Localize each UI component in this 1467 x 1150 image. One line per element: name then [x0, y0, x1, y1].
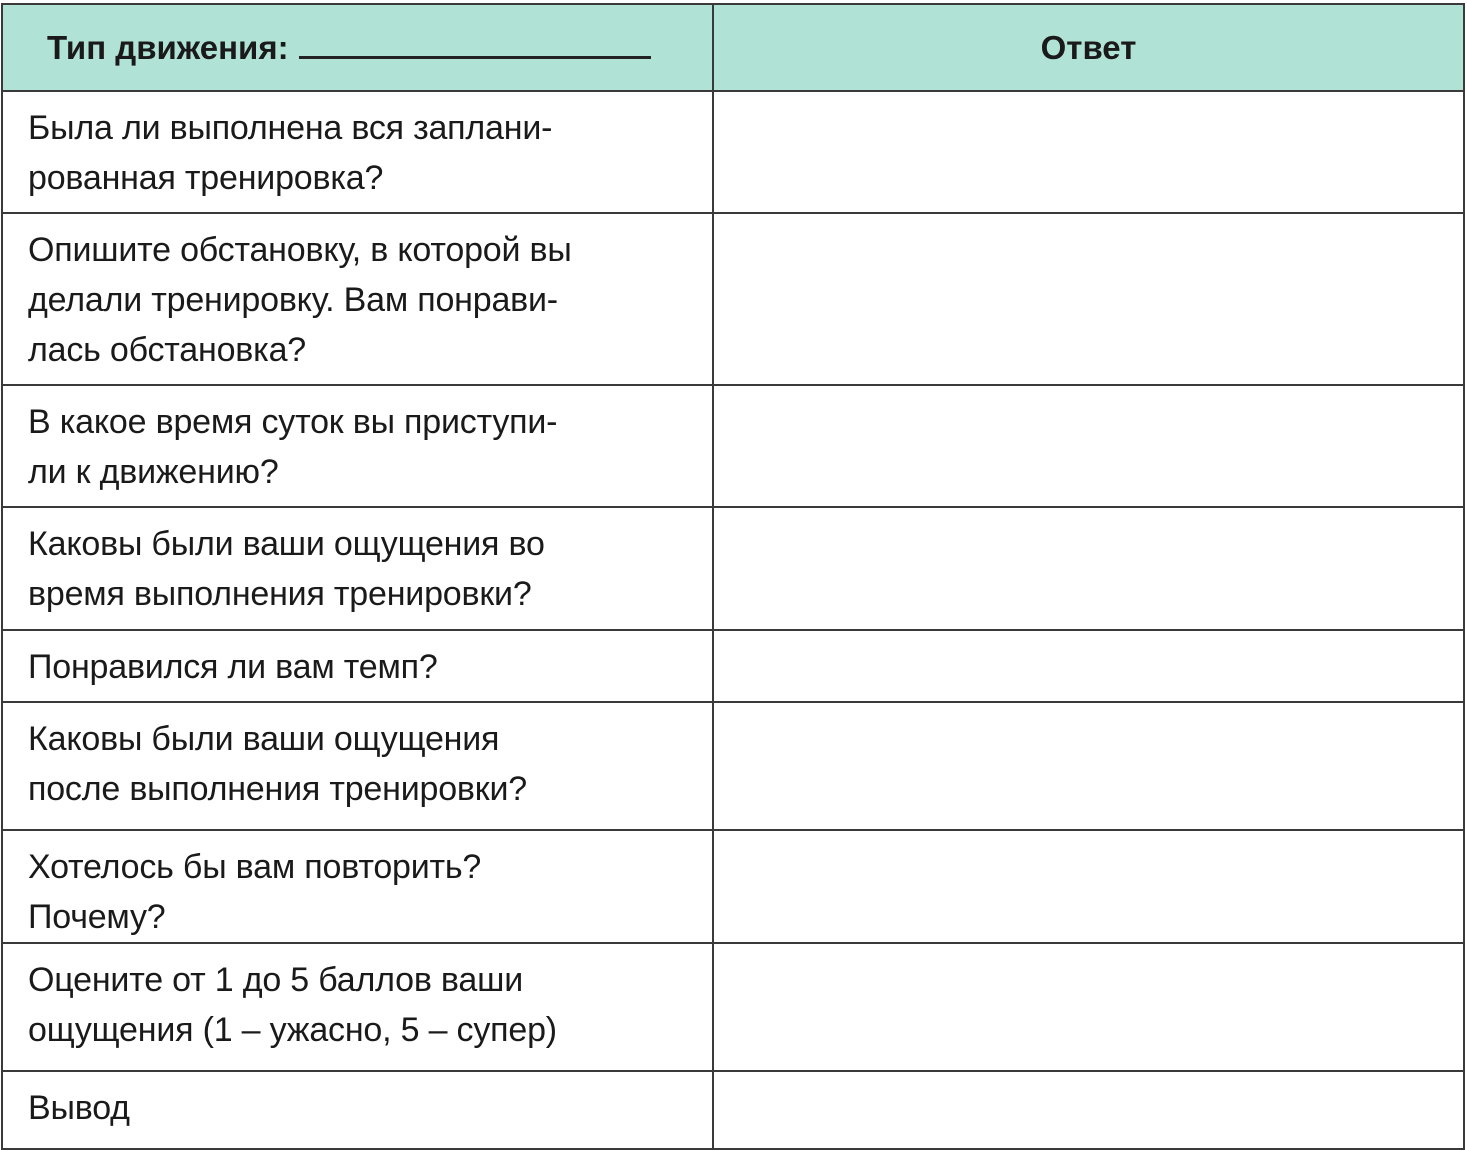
table-row — [2, 91, 1464, 213]
table-row — [2, 1071, 1464, 1149]
question-text-line: делали тренировку. Вам понрави- — [28, 281, 558, 319]
answer-cell[interactable] — [713, 830, 1464, 943]
question-cell — [2, 91, 713, 213]
answer-cell[interactable] — [713, 630, 1464, 702]
table-row — [2, 630, 1464, 702]
question-cell — [2, 1071, 713, 1149]
question-text-line: Каковы были ваши ощущения — [28, 720, 500, 758]
table-row — [2, 830, 1464, 943]
answer-cell[interactable] — [713, 385, 1464, 507]
question-cell — [2, 630, 713, 702]
question-cell — [2, 385, 713, 507]
question-cell — [2, 507, 713, 630]
table-header-row — [2, 4, 1464, 91]
table-row — [2, 702, 1464, 830]
question-cell — [2, 213, 713, 385]
movement-type-header — [2, 4, 713, 91]
question-text-line: В какое время суток вы приступи- — [28, 403, 558, 441]
question-text-line: Оцените от 1 до 5 баллов ваши — [28, 961, 523, 999]
table-row — [2, 507, 1464, 630]
question-text-line: Понравился ли вам темп? — [28, 648, 438, 686]
answer-header: Ответ — [713, 4, 1464, 91]
answer-cell[interactable] — [713, 91, 1464, 213]
movement-type-blank-line[interactable] — [299, 28, 651, 59]
question-cell — [2, 702, 713, 830]
answer-cell[interactable] — [713, 507, 1464, 630]
question-text-line: ли к движению? — [28, 453, 279, 491]
answer-cell[interactable] — [713, 213, 1464, 385]
table-row — [2, 385, 1464, 507]
answer-cell[interactable] — [713, 1071, 1464, 1149]
answer-cell[interactable] — [713, 702, 1464, 830]
question-text-line: Почему? — [28, 898, 166, 936]
table-row — [2, 943, 1464, 1071]
table-row — [2, 213, 1464, 385]
question-text-line: рованная тренировка? — [28, 159, 384, 197]
question-text-line: время выполнения тренировки? — [28, 575, 532, 613]
question-text-line: Вывод — [28, 1089, 130, 1127]
answer-cell[interactable] — [713, 943, 1464, 1071]
movement-type-label: Тип движения: — [47, 29, 289, 66]
question-text-line: после выполнения тренировки? — [28, 770, 527, 808]
training-reflection-table — [1, 3, 1465, 1150]
question-text-line: ощущения (1 – ужасно, 5 – супер) — [28, 1011, 557, 1049]
question-text-line: Опишите обстановку, в которой вы — [28, 231, 572, 269]
question-cell — [2, 943, 713, 1071]
question-text-line: Каковы были ваши ощущения во — [28, 525, 545, 563]
question-cell — [2, 830, 713, 943]
question-text-line: Была ли выполнена вся заплани- — [28, 109, 553, 147]
question-text-line: лась обстановка? — [28, 331, 306, 369]
question-text-line: Хотелось бы вам повторить? — [28, 848, 482, 886]
